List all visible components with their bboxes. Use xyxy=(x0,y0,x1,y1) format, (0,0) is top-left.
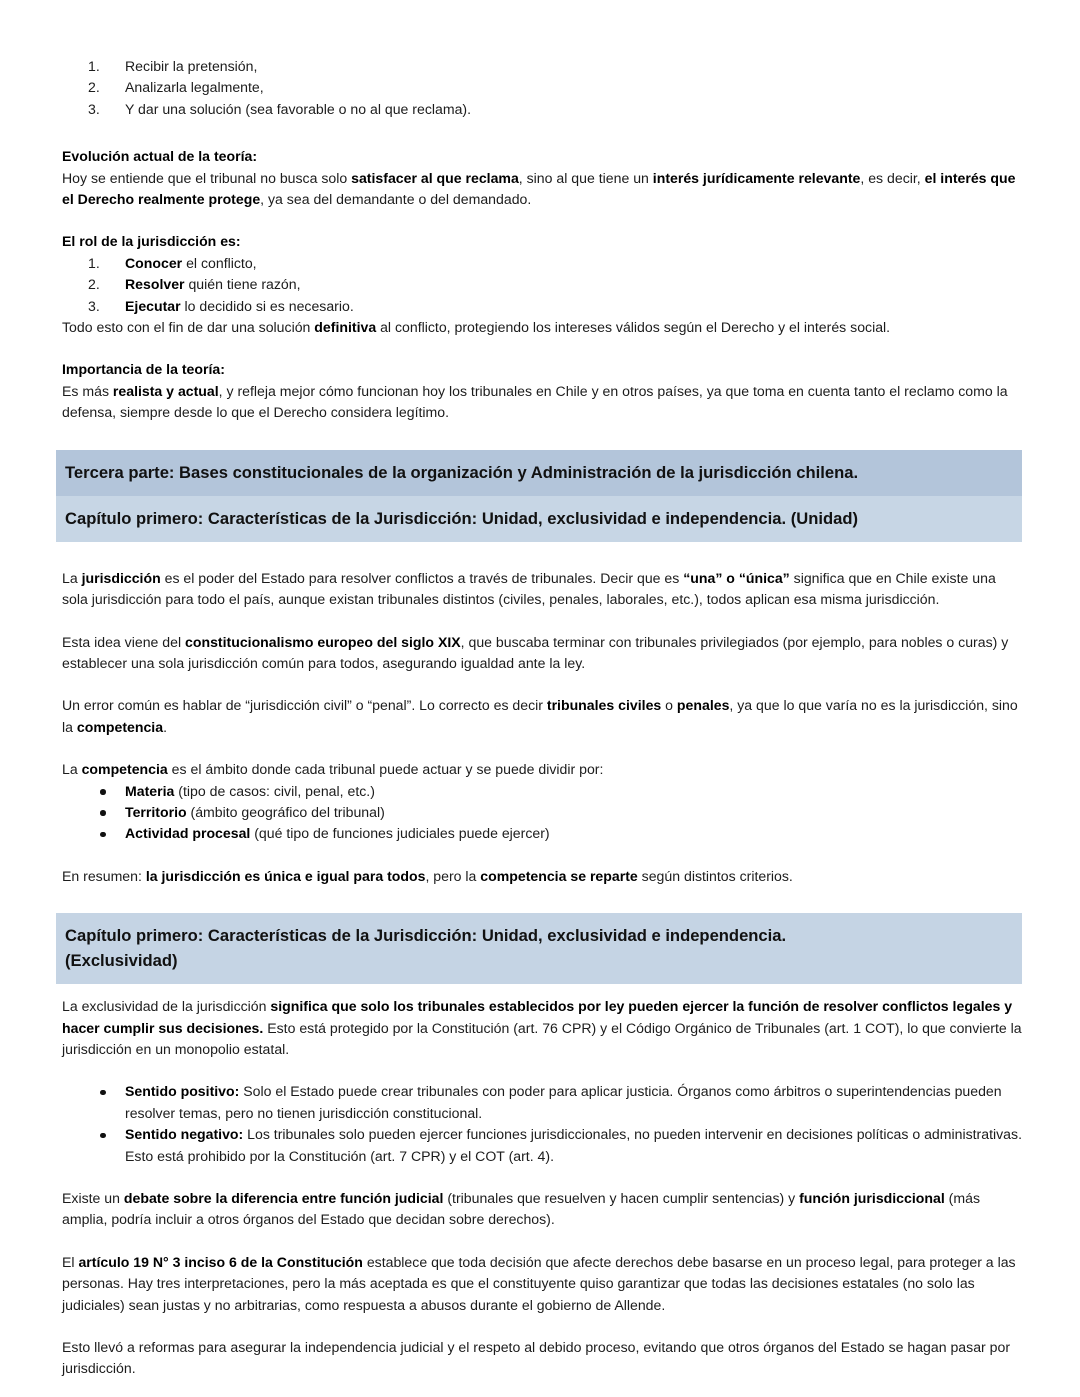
list-marker: 1. xyxy=(88,58,100,74)
spacer xyxy=(62,1060,1022,1081)
paragraph-rol-closing: Todo esto con el fin de dar una solución definitiva al conflicto, protegiendo los intereses válidos según el Derecho y el interés social. xyxy=(62,319,891,336)
banner-tercera-parte: Tercera parte: Bases constitucionales de la organización y Administración de la jurisdicción chilena. xyxy=(56,450,1022,496)
paragraph-evolucion: Hoy se entiende que el tribunal no busca solo satisfacer al que reclama, sino al que tiene un interés jurídicamente relevante, es decir, el interés que el Derecho realmente protege, ya sea del demandante o del demandado. xyxy=(62,169,1016,208)
spacer xyxy=(62,1231,1022,1252)
list-item: Sentido negativo: Los tribunales solo pueden ejercer funciones jurisdiccionales, no pueden intervenir en decisiones políticas o administrativas. Esto está prohibido por la Constitución (art. 7 CPR) y el COT (art. 4). xyxy=(62,1124,1022,1167)
list-marker: 1. xyxy=(88,254,100,271)
spacer xyxy=(62,738,1022,759)
document-body xyxy=(62,56,1022,1380)
list-item xyxy=(62,99,1022,120)
list-item: Actividad procesal (qué tipo de funciones judiciales puede ejercer) xyxy=(62,823,1022,844)
banner-capitulo-unidad: Capítulo primero: Características de la Jurisdicción: Unidad, exclusividad e independencia. (Unidad) xyxy=(56,496,1022,542)
spacer xyxy=(62,887,1022,913)
list-item-text: Conocer el conflicto, xyxy=(125,254,257,271)
list-item-text: Ejecutar lo decidido si es necesario. xyxy=(125,297,354,314)
paragraph-exclusividad-1: La exclusividad de la jurisdicción significa que solo los tribunales establecidos por ley pueden ejercer la función de resolver conflictos legales y hacer cumplir sus decisiones. Esto está protegido por la Constitución (art. 76 CPR) y el Código Orgánico de Tribunales (art. 1 COT), lo que convierte la jurisdicción en un monopolio estatal. xyxy=(62,998,1022,1057)
spacer xyxy=(62,210,1022,231)
spacer xyxy=(62,674,1022,695)
intro-numbered-list xyxy=(62,56,1022,120)
spacer xyxy=(62,120,1022,146)
heading-rol-jurisdiccion: El rol de la jurisdicción es: xyxy=(62,233,241,250)
spacer xyxy=(62,611,1022,632)
sentidos-bullet-list xyxy=(62,1081,1022,1167)
list-item xyxy=(62,77,1022,98)
spacer xyxy=(62,984,1022,996)
spacer xyxy=(62,1316,1022,1337)
banner-capitulo-exclusividad xyxy=(56,913,1022,984)
banner-line-1: Capítulo primero: Características de la Jurisdicción: Unidad, exclusividad e independencia. xyxy=(65,926,787,946)
paragraph-unidad-3: Un error común es hablar de “jurisdicción civil” o “penal”. Lo correcto es decir tribunales civiles o penales, ya que lo que varía no es la jurisdicción, sino la competencia. xyxy=(62,697,1018,735)
banner-line-2: (Exclusividad) xyxy=(65,951,178,971)
list-marker: 3. xyxy=(88,297,100,314)
list-item: Territorio (ámbito geográfico del tribunal) xyxy=(62,802,1022,823)
rol-numbered-list xyxy=(62,253,1022,317)
list-item: Sentido positivo: Solo el Estado puede crear tribunales con poder para aplicar justicia. Órganos como árbitros o superintendencias pueden resolver temas, pero no tienen jurisdicción constitucional. xyxy=(62,1081,1022,1124)
spacer xyxy=(62,424,1022,450)
paragraph-exclusividad-3: El artículo 19 N° 3 inciso 6 de la Constitución establece que toda decisión que afecte derechos debe basarse en un proceso legal, para proteger a las personas. Hay tres interpretaciones, pero la más aceptada es que el constituyente quiso garantizar que todas las decisiones estatales (no solo las judiciales) sean justas y no arbitrarias, como respuesta a abusos durante el gobierno de Allende. xyxy=(62,1253,1016,1313)
list-marker: 3. xyxy=(88,100,100,117)
list-item-text: Y dar una solución (sea favorable o no al que reclama). xyxy=(125,100,472,117)
spacer xyxy=(62,338,1022,359)
competencia-bullet-list xyxy=(62,781,1022,845)
list-item-text: Recibir la pretensión, xyxy=(125,58,258,74)
heading-importancia: Importancia de la teoría: xyxy=(62,361,225,378)
spacer xyxy=(62,1167,1022,1188)
paragraph-exclusividad-2: Existe un debate sobre la diferencia entre función judicial (tribunales que resuelven y hacen cumplir sentencias) y función jurisdiccional (más amplia, podría incluir a otros órganos del Estado que decidan sobre derechos). xyxy=(62,1190,980,1228)
list-marker: 2. xyxy=(88,79,100,96)
heading-evolucion: Evolución actual de la teoría: xyxy=(62,148,258,165)
list-marker: 2. xyxy=(88,276,100,293)
list-item xyxy=(62,296,1022,317)
list-item-text: Analizarla legalmente, xyxy=(125,79,264,96)
list-item: Materia (tipo de casos: civil, penal, etc.) xyxy=(62,781,1022,802)
spacer xyxy=(62,845,1022,866)
banner-group-tercera-parte xyxy=(56,450,1022,542)
list-item xyxy=(62,274,1022,295)
list-item xyxy=(62,56,1022,77)
paragraph-unidad-1: La jurisdicción es el poder del Estado para resolver conflictos a través de tribunales. Decir que es “una” o “única” significa que en Chile existe una sola jurisdicción para todo el país, aunque existan tribunales distintos (civiles, penales, laborales, etc.), todos aplican esa misma jurisdicción. xyxy=(62,569,996,608)
paragraph-exclusividad-4: Esto llevó a reformas para asegurar la independencia judicial y el respeto al debido proceso, evitando que otros órganos del Estado se hagan pasar por jurisdicción. xyxy=(62,1339,1011,1377)
paragraph-unidad-resumen: En resumen: la jurisdicción es única e igual para todos, pero la competencia se reparte según distintos criterios. xyxy=(62,867,793,884)
paragraph-unidad-4: La competencia es el ámbito donde cada tribunal puede actuar y se puede dividir por: xyxy=(62,761,604,778)
paragraph-unidad-2: Esta idea viene del constitucionalismo europeo del siglo XIX, que buscaba terminar con tribunales privilegiados (por ejemplo, para nobles o curas) y establecer una sola jurisdicción común para todos, asegurando igualdad ante la ley. xyxy=(62,633,1009,671)
list-item xyxy=(62,253,1022,274)
spacer xyxy=(62,542,1022,568)
paragraph-importancia: Es más realista y actual, y refleja mejor cómo funcionan hoy los tribunales en Chile y en otros países, ya que toma en cuenta tanto el reclamo como la defensa, siempre desde lo que el Derecho considera legítimo. xyxy=(62,382,1008,421)
list-item-text: Resolver quién tiene razón, xyxy=(125,276,301,293)
